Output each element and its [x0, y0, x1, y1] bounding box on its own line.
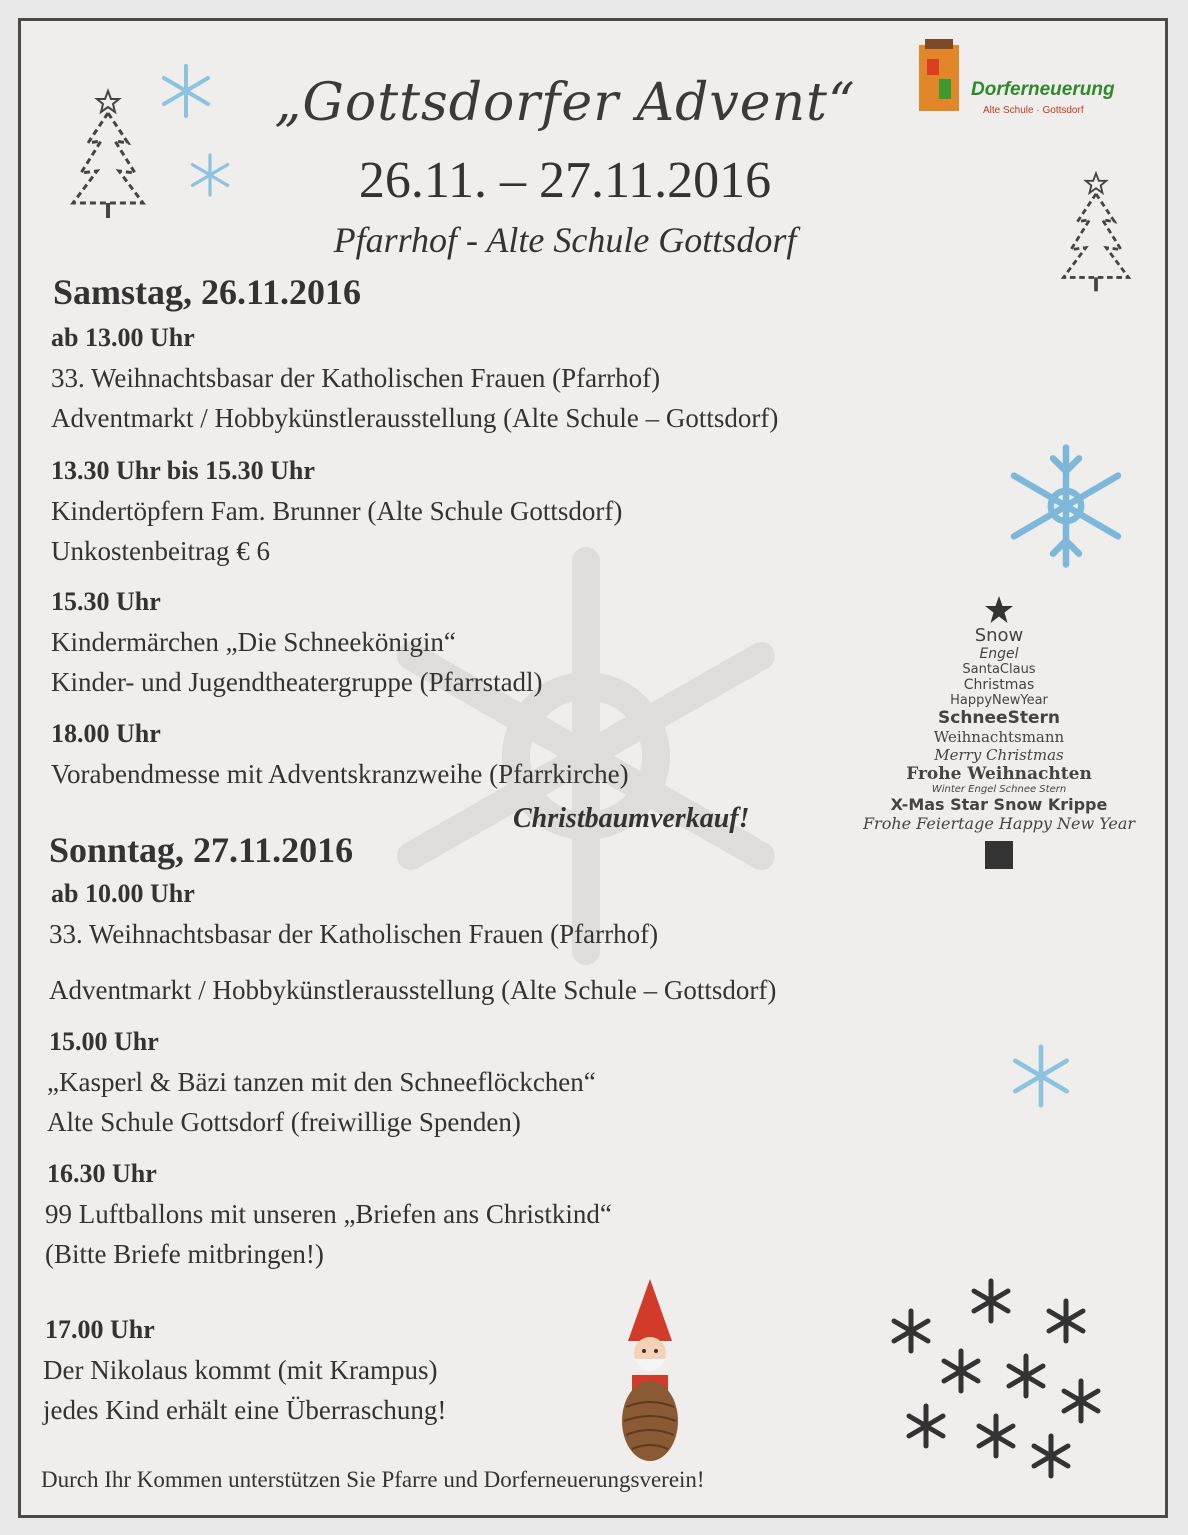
tree-word: Weihnachtsmann [933, 728, 1065, 746]
star-icon [984, 595, 1014, 625]
event-line: jedes Kind erhält eine Überraschung! [43, 1395, 447, 1425]
snowflake-cluster-icon [866, 1261, 1116, 1481]
tree-word: Christmas [963, 677, 1035, 693]
event-line: 99 Luftballons mit unseren „Briefen ans Christkind“ [45, 1199, 612, 1229]
event-line: 33. Weihnachtsbasar der Katholischen Frauen (Pfarrhof) [51, 363, 661, 393]
tree-word: X-Mas Star Snow Krippe [890, 795, 1108, 814]
snowflake-icon [1001, 441, 1131, 571]
tree-trunk [985, 841, 1013, 869]
tree-word: Winter Engel Schnee Stern [931, 784, 1067, 795]
logo-subtitle: Alte Schule · Gottsdorf [983, 105, 1084, 116]
word-tree [859, 595, 1139, 869]
tree-word: Merry Christmas [934, 746, 1064, 764]
tree-word: Snow [974, 625, 1024, 646]
pinecone-icon [622, 1381, 678, 1461]
background-snowflake-icon [351, 531, 821, 981]
event-time: ab 13.00 Uhr [51, 323, 195, 352]
event-line: Adventmarkt / Hobbykünstlerausstellung (Alte Schule – Gottsdorf) [49, 975, 777, 1005]
saturday-heading: Samstag, 26.11.2016 [53, 272, 362, 312]
event-line: Alte Schule Gottsdorf (freiwillige Spenden) [47, 1107, 521, 1137]
gnome-icon [606, 1279, 696, 1469]
event-line: Adventmarkt / Hobbykünstlerausstellung (Alte Schule – Gottsdorf) [51, 403, 779, 433]
event-time: 13.30 Uhr bis 15.30 Uhr [51, 456, 315, 485]
event-time: 18.00 Uhr [51, 719, 161, 748]
tree-word: Frohe Weihnachten [906, 764, 1092, 784]
sunday-heading: Sonntag, 27.11.2016 [49, 830, 354, 870]
tree-word: Engel [979, 646, 1019, 662]
event-line: Kinder- und Jugendtheatergruppe (Pfarrstadl) [51, 667, 543, 697]
snowflake-icon [1006, 1041, 1076, 1111]
event-time: 15.00 Uhr [49, 1027, 159, 1056]
event-line: Kindertöpfern Fam. Brunner (Alte Schule Gottsdorf) [51, 496, 623, 526]
tree-word: SantaClaus [962, 662, 1036, 677]
tree-word: HappyNewYear [950, 693, 1048, 708]
event-time: 16.30 Uhr [47, 1159, 157, 1188]
event-line: (Bitte Briefe mitbringen!) [45, 1239, 324, 1269]
event-time: 15.30 Uhr [51, 587, 161, 616]
event-time: 17.00 Uhr [45, 1315, 155, 1344]
event-line: 33. Weihnachtsbasar der Katholischen Frauen (Pfarrhof) [49, 919, 659, 949]
footer-note: Durch Ihr Kommen unterstützen Sie Pfarre und Dorferneuerungsverein! [41, 1467, 705, 1492]
event-dates: 26.11. – 27.11.2016 [358, 152, 772, 209]
flyer [18, 18, 1168, 1518]
tree-word: SchneeStern [938, 708, 1060, 728]
logo-name: Dorferneuerung [971, 79, 1115, 100]
event-venue: Pfarrhof - Alte Schule Gottsdorf [333, 220, 797, 260]
tree-word: Frohe Feiertage Happy New Year [862, 814, 1136, 833]
christbaumverkauf-note: Christbaumverkauf! [513, 803, 750, 834]
event-line: Vorabendmesse mit Adventskranzweihe (Pfarrkirche) [51, 759, 629, 789]
page-title: „Gottsdorfer Advent“ [274, 73, 856, 133]
event-line: Unkostenbeitrag € 6 [51, 536, 270, 566]
event-time: ab 10.00 Uhr [51, 879, 195, 908]
event-line: Kindermärchen „Die Schneekönigin“ [51, 627, 456, 657]
event-line: Der Nikolaus kommt (mit Krampus) [43, 1355, 438, 1385]
event-line: „Kasperl & Bäzi tanzen mit den Schneeflöckchen“ [47, 1067, 596, 1097]
